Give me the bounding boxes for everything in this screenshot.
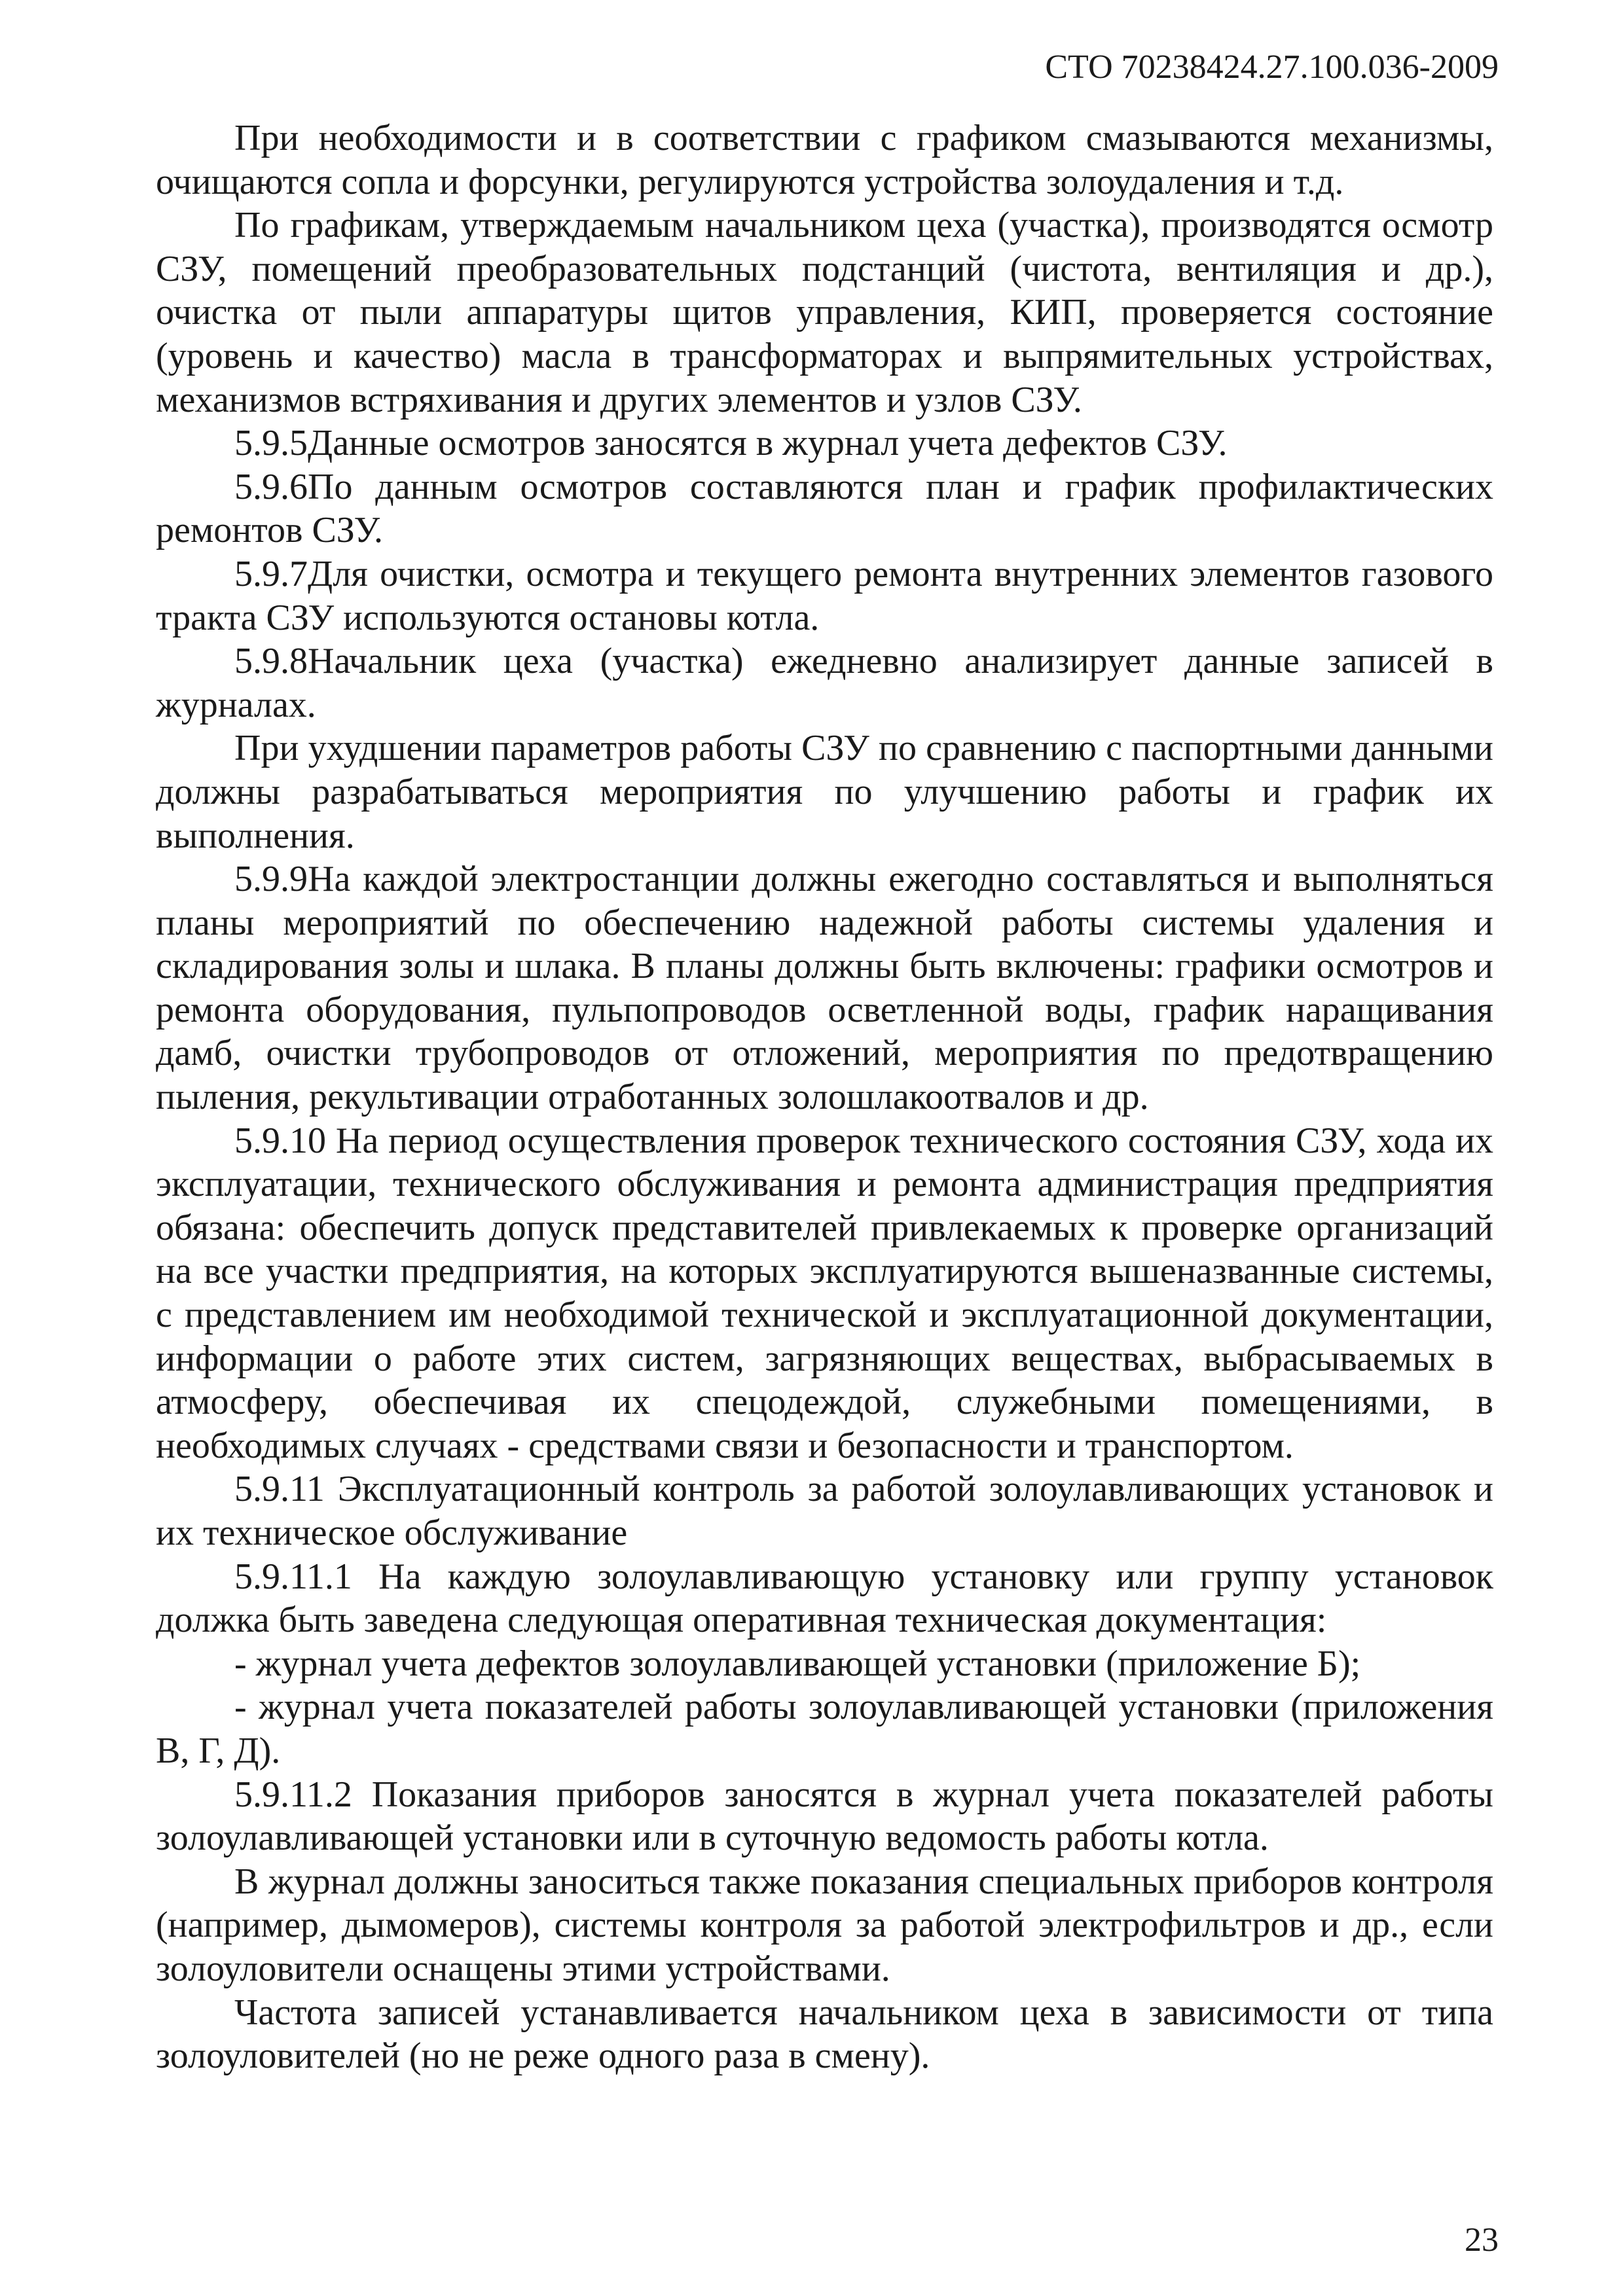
paragraph-5-9-11-2: 5.9.11.2 Показания приборов заносятся в журнал учета показателей работы золоулавливающей установки или в суточную ведомость работы котла. xyxy=(156,1774,1493,1859)
paragraph-5-9-7: 5.9.7Для очистки, осмотра и текущего ремонта внутренних элементов газового тракта СЗУ используются остановы котла. xyxy=(156,553,1493,638)
document-code: СТО 70238424.27.100.036-2009 xyxy=(1045,48,1499,86)
paragraph-5-9-11-1: 5.9.11.1 На каждую золоулавливающую установку или группу установок должка быть заведена следующая оперативная техническая документация: xyxy=(156,1556,1493,1641)
paragraph-inspection-schedule: По графикам, утверждаемым начальником цеха (участка), производятся осмотр СЗУ, помещений преобразовательных подстанций (чистота, вентиляция и др.), очистка от пыли аппаратуры щитов управления, КИП, проверяется состояние (уровень и качество) масла в трансформаторах и выпрямительных устройствах, механизмов встряхивания и других элементов и узлов СЗУ. xyxy=(156,205,1493,420)
list-item-performance-log: - журнал учета показателей работы золоулавливающей установки (приложения В, Г, Д). xyxy=(156,1687,1493,1771)
list-item-defects-log: - журнал учета дефектов золоулавливающей установки (приложение Б); xyxy=(234,1643,1361,1684)
paragraph-deterioration: При ухудшении параметров работы СЗУ по сравнению с паспортными данными должны разрабатываться мероприятия по улучшению работы и график их выполнения. xyxy=(156,728,1493,856)
paragraph-5-9-9: 5.9.9На каждой электростанции должны ежегодно составляться и выполняться планы мероприятий по обеспечению надежной работы системы удаления и складирования золы и шлака. В планы должны быть включены: графики осмотров и ремонта оборудования, пульпопроводов осветленной воды, график наращивания дамб, очистки трубопроводов от отложений, мероприятия по предотвращению пыления, рекультивации отработанных золошлакоотвалов и др. xyxy=(156,859,1493,1118)
paragraph-5-9-6: 5.9.6По данным осмотров составляются план и график профилактических ремонтов СЗУ. xyxy=(156,466,1493,551)
paragraph-record-frequency: Частота записей устанавливается начальником цеха в зависимости от типа золоуловителей (но не реже одного раза в смену). xyxy=(156,1992,1493,2077)
page-number: 23 xyxy=(1465,2221,1499,2259)
paragraph-5-9-11: 5.9.11 Эксплуатационный контроль за работой золоулавливающих установок и их техническое обслуживание xyxy=(156,1469,1493,1553)
paragraph-special-instruments: В журнал должны заноситься также показания специальных приборов контроля (например, дымомеров), системы контроля за работой электрофильтров и др., если золоуловители оснащены этими устройствами. xyxy=(156,1861,1493,1989)
paragraph-5-9-8: 5.9.8Начальник цеха (участка) ежедневно анализирует данные записей в журналах. xyxy=(156,641,1493,725)
paragraph-5-9-5: 5.9.5Данные осмотров заносятся в журнал учета дефектов СЗУ. xyxy=(234,423,1228,464)
document-body xyxy=(156,117,1493,2078)
paragraph-lubrication: При необходимости и в соответствии с графиком смазываются механизмы, очищаются сопла и форсунки, регулируются устройства золоудаления и т.д. xyxy=(156,118,1493,202)
paragraph-5-9-10: 5.9.10 На период осуществления проверок технического состояния СЗУ, хода их эксплуатации, технического обслуживания и ремонта администрация предприятия обязана: обеспечить допуск представителей привлекаемых к проверке организаций на все участки предприятия, на которых эксплуатируются вышеназванные системы, с представлением им необходимой технической и эксплуатационной документации, информации о работе этих систем, загрязняющих веществах, выбрасываемых в атмосферу, обеспечивая их спецодеждой, служебными помещениями, в необходимых случаях - средствами связи и безопасности и транспортом. xyxy=(156,1120,1493,1466)
